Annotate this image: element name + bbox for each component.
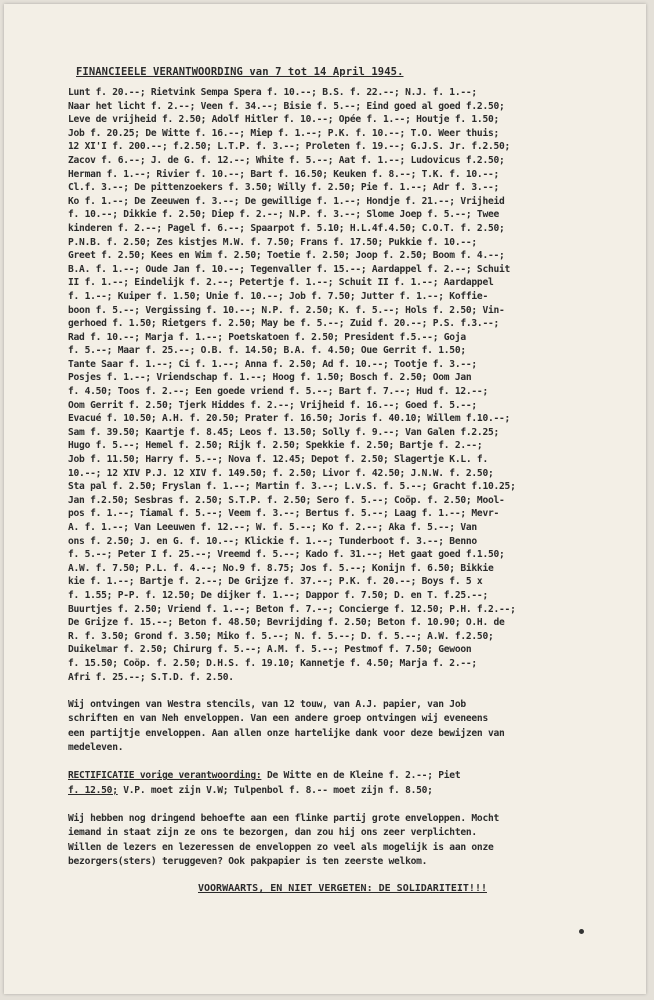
paragraph-line: een partijtje enveloppen. Aan allen onze hartelijke dank voor deze bewijzen van: [68, 727, 505, 739]
ledger-line: f. 15.50; Coöp. f. 2.50; D.H.S. f. 19.10; Kannetje f. 4.50; Marja f. 2.--;: [68, 657, 477, 669]
paragraph-line: bezorgers(sters) teruggeven? Ook pakpapier is ten zeerste welkom.: [68, 855, 428, 867]
ledger-line: R. f. 3.50; Grond f. 3.50; Miko f. 5.--; N. f. 5.--; D. f. 5.--; A.W. f.2.50;: [68, 630, 494, 642]
ledger-line: B.A. f. 1.--; Oude Jan f. 10.--; Tegenvaller f. 15.--; Aardappel f. 2.--; Schuit: [68, 263, 511, 275]
ledger-line: Evacué f. 10.50; A.H. f. 20.50; Prater f. 16.50; Joris f. 40.10; Willem f.10.--;: [68, 413, 511, 425]
ledger-line: Duikelmar f. 2.50; Chirurg f. 5.--; A.M. f. 5.--; Pestmof f. 7.50; Gewoon: [68, 644, 472, 656]
ledger-line: Tante Saar f. 1.--; Ci f. 1.--; Anna f. 2.50; Ad f. 10.--; Tootje f. 3.--;: [68, 358, 477, 370]
document-body: [68, 66, 598, 894]
ledger-line: Job f. 11.50; Harry f. 5.--; Nova f. 12.45; Depot f. 2.50; Slagertje K.L. f.: [68, 454, 488, 466]
closing-slogan: VOORWAARTS, EN NIET VERGETEN: DE SOLIDARITEIT!!!: [198, 883, 487, 895]
ledger-line: kinderen f. 2.--; Pagel f. 6.--; Spaarpot f. 5.10; H.L.4f.4.50; C.O.T. f. 2.50;: [68, 222, 505, 234]
ledger-line: A. f. 1.--; Van Leeuwen f. 12.--; W. f. 5.--; Ko f. 2.--; Aka f. 5.--; Van: [68, 522, 477, 533]
paragraph-line: Wij hebben nog dringend behoefte aan een flinke partij grote enveloppen. Mocht: [68, 812, 500, 824]
ledger-line: Herman f. 1.--; Rivier f. 10.--; Bart f. 16.50; Keuken f. 8.--; T.K. f. 10.--;: [68, 168, 500, 180]
ledger-line: ons f. 2.50; J. en G. f. 10.--; Klickie f. 1.--; Tunderboot f. 3.--; Benno: [68, 535, 477, 547]
ledger-line: II f. 1.--; Eindelijk f. 2.--; Petertje f. 1.--; Schuit II f. 1.--; Aardappel: [68, 277, 494, 289]
ledger-line: Greet f. 2.50; Kees en Wim f. 2.50; Toetie f. 2.50; Joop f. 2.50; Boom f. 4.--;: [68, 250, 505, 262]
ledger-line: Ko f. 1.--; De Zeeuwen f. 3.--; De gewillige f. 1.--; Hondje f. 21.--; Vrijheid: [68, 195, 505, 207]
ledger-line: pos f. 1.--; Tiamal f. 5.--; Veem f. 3.--; Bertus f. 5.--; Laag f. 1.--; Mevr-: [68, 508, 500, 520]
request-paragraph: [68, 812, 598, 869]
ledger-line: f. 1.55; P-P. f. 12.50; De dijker f. 1.--; Dappor f. 7.50; D. en T. f.25.--;: [68, 589, 488, 601]
ledger-line: boon f. 5.--; Vergissing f. 10.--; N.P. f. 2.50; K. f. 5.--; Hols f. 2.50; Vin-: [68, 304, 505, 316]
ledger-line: De Grijze f. 15.--; Beton f. 48.50; Bevrijding f. 2.50; Beton f. 10.90; O.H. de: [68, 617, 505, 629]
thanks-paragraph: [68, 698, 598, 755]
paragraph-line: medeleven.: [68, 742, 124, 754]
ledger-line: Buurtjes f. 2.50; Vriend f. 1.--; Beton f. 7.--; Concierge f. 12.50; P.H. f.2.--;: [68, 603, 516, 615]
ledger-line: Cl.f. 3.--; De pittenzoekers f. 3.50; Willy f. 2.50; Pie f. 1.--; Adr f. 3.--;: [68, 182, 500, 194]
paragraph-line: schriften en van Neh enveloppen. Van een andere groep ontvingen wij eveneens: [68, 713, 488, 725]
ledger-line: Zacov f. 6.--; J. de G. f. 12.--; White f. 5.--; Aat f. 1.--; Ludovicus f.2.50;: [68, 154, 505, 166]
ledger-line: Afri f. 25.--; S.T.D. f. 2.50.: [68, 671, 234, 683]
ledger-line: Leve de vrijheid f. 2.50; Adolf Hitler f. 10.--; Opée f. 1.--; Houtje f. 1.50;: [68, 114, 500, 126]
paragraph-line: Willen de lezers en lezeressen de enveloppen zo veel als mogelijk is aan onze: [68, 841, 494, 853]
ledger-line: f. 4.50; Toos f. 2.--; Een goede vriend f. 5.--; Bart f. 7.--; Hud f. 12.--;: [68, 386, 488, 398]
paragraph-line: [68, 784, 598, 798]
ledger-line: Hugo f. 5.--; Hemel f. 2.50; Rijk f. 2.50; Spekkie f. 2.50; Bartje f. 2.--;: [68, 440, 483, 452]
rectification-amount: f. 12.50;: [68, 784, 118, 796]
ledger-line: Posjes f. 1.--; Vriendschap f. 1.--; Hoog f. 1.50; Bosch f. 2.50; Oom Jan: [68, 372, 472, 384]
ledger-line: Sam f. 39.50; Kaartje f. 8.45; Leos f. 13.50; Solly f. 9.--; Van Galen f.2.25;: [68, 426, 500, 438]
ledger-line: 12 XI'I f. 200.--; f.2.50; L.T.P. f. 3.--; Proleten f. 19.--; G.J.S. Jr. f.2.50;: [68, 141, 511, 153]
rectification-text: V.P. moet zijn V.W; Tulpenbol f. 8.-- moet zijn f. 8.50;: [117, 784, 433, 796]
ledger-line: f. 1.--; Kuiper f. 1.50; Unie f. 10.--; Job f. 7.50; Jutter f. 1.--; Koffie-: [68, 290, 488, 302]
donation-ledger: [68, 86, 598, 684]
ledger-line: kie f. 1.--; Bartje f. 2.--; De Grijze f. 37.--; P.K. f. 20.--; Boys f. 5 x: [68, 576, 483, 588]
ledger-line: P.N.B. f. 2.50; Zes kistjes M.W. f. 7.50; Frans f. 17.50; Pukkie f. 10.--;: [68, 236, 477, 248]
ledger-line: Job f. 20.25; De Witte f. 16.--; Miep f. 1.--; P.K. f. 10.--; T.O. Weer thuis;: [68, 127, 500, 139]
ledger-line: f. 10.--; Dikkie f. 2.50; Diep f. 2.--; N.P. f. 3.--; Slome Joep f. 5.--; Twee: [68, 209, 500, 221]
document-page: [4, 4, 646, 994]
rectification-paragraph: [68, 769, 598, 798]
page-title: FINANCIEELE VERANTWOORDING van 7 tot 14 April 1945.: [76, 66, 404, 78]
ledger-line: f. 5.--; Peter I f. 25.--; Vreemd f. 5.--; Kado f. 31.--; Het gaat goed f.1.50;: [68, 549, 505, 561]
ledger-line: A.W. f. 7.50; P.L. f. 4.--; No.9 f. 8.75; Jos f. 5.--; Konijn f. 6.50; Bikkie: [68, 562, 494, 574]
ledger-line: Sta pal f. 2.50; Fryslan f. 1.--; Martin f. 3.--; L.v.S. f. 5.--; Gracht f.10.25;: [68, 481, 516, 493]
ledger-line: Lunt f. 20.--; Rietvink Sempa Spera f. 10.--; B.S. f. 22.--; N.J. f. 1.--;: [68, 87, 477, 98]
ledger-line: 10.--; 12 XIV P.J. 12 XIV f. 149.50; f. 2.50; Livor f. 42.50; J.N.W. f. 2.50;: [68, 467, 494, 479]
ink-dot: [579, 929, 584, 934]
ledger-line: Jan f.2.50; Sesbras f. 2.50; S.T.P. f. 2.50; Sero f. 5.--; Coöp. f. 2.50; Mool-: [68, 494, 505, 506]
ledger-line: f. 5.--; Maar f. 25.--; O.B. f. 14.50; B.A. f. 4.50; Oue Gerrit f. 1.50;: [68, 345, 466, 357]
paragraph-line: Wij ontvingen van Westra stencils, van 12 touw, van A.J. papier, van Job: [68, 699, 466, 711]
ledger-line: Oom Gerrit f. 2.50; Tjerk Hiddes f. 2.--; Vrijheid f. 16.--; Goed f. 5.--;: [68, 399, 477, 411]
ledger-line: Naar het licht f. 2.--; Veen f. 34.--; Bisie f. 5.--; Eind goed al goed f.2.50;: [68, 100, 505, 112]
ledger-line: gerhoed f. 1.50; Rietgers f. 2.50; May be f. 5.--; Zuid f. 20.--; P.S. f.3.--;: [68, 318, 500, 330]
rectification-label: RECTIFICATIE vorige verantwoording:: [68, 770, 262, 782]
ledger-line: Rad f. 10.--; Marja f. 1.--; Poetskatoen f. 2.50; President f.5.--; Goja: [68, 331, 466, 343]
paragraph-line: iemand in staat zijn ze ons te bezorgen, dan zou hij ons zeer verplichten.: [68, 827, 477, 839]
paragraph-line: [68, 769, 598, 783]
rectification-text: De Witte en de Kleine f. 2.--; Piet: [261, 770, 461, 782]
